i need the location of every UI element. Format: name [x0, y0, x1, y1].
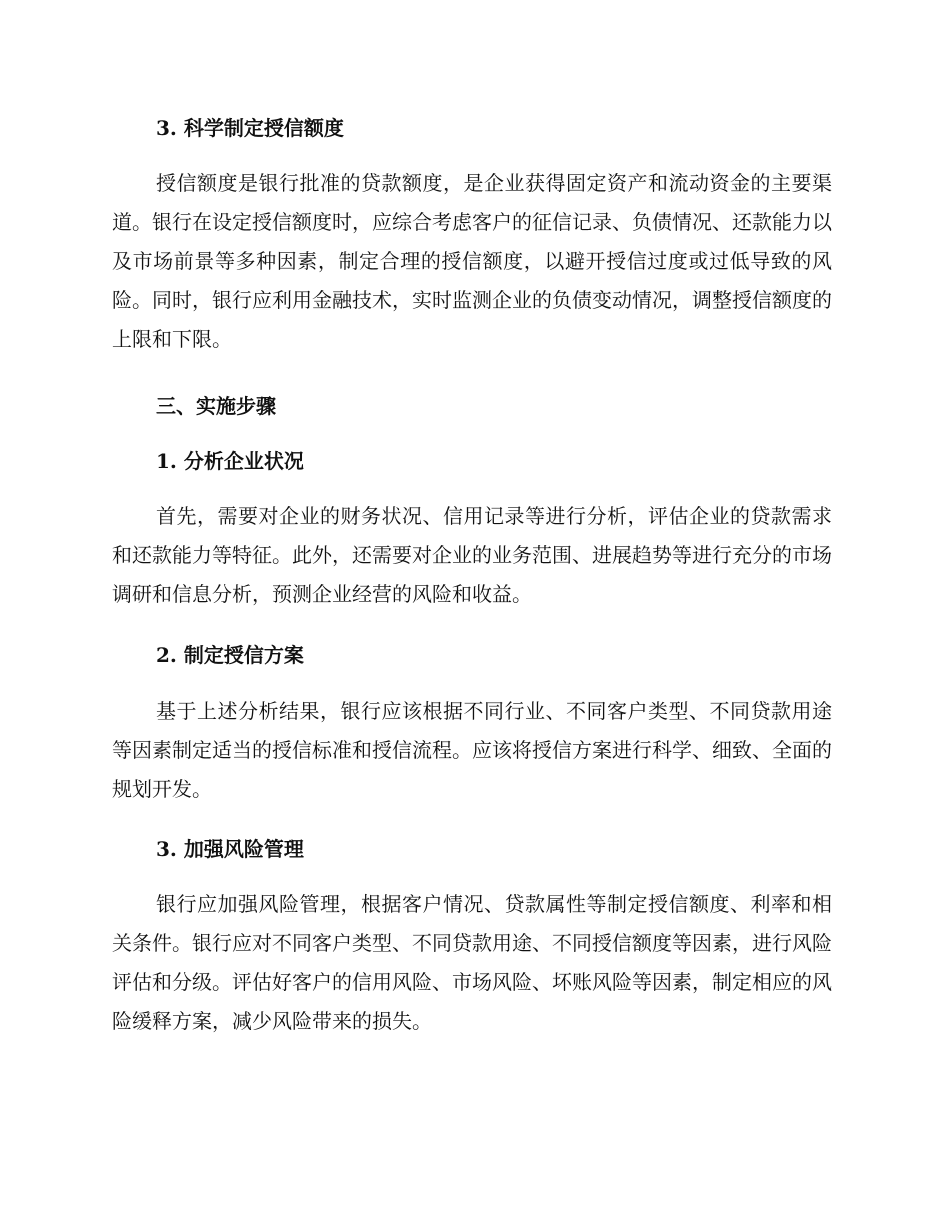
step-heading-analyze-enterprise: 1. 分析企业状况	[156, 449, 304, 473]
paragraph-credit-limit: 授信额度是银行批准的贷款额度，是企业获得固定资产和流动资金的主要渠道。银行在设定授信额度时，应综合考虑客户的征信记录、负债情况、还款能力以及市场前景等多种因素，制定合理的授信额度，以避开授信过度或过低导致的风险。同时，银行应利用金融技术，实时监测企业的负债变动情况，调整授信额度的上限和下限。	[112, 171, 832, 351]
step-heading-risk-management: 3. 加强风险管理	[156, 837, 304, 861]
chapter-heading-implementation-steps: 三、实施步骤	[156, 394, 276, 418]
paragraph-risk-management: 银行应加强风险管理，根据客户情况、贷款属性等制定授信额度、利率和相关条件。银行应对不同客户类型、不同贷款用途、不同授信额度等因素，进行风险评估和分级。评估好客户的信用风险、市场风险、坏账风险等因素，制定相应的风险缓释方案，减少风险带来的损失。	[112, 892, 832, 1033]
section-heading-credit-limit: 3. 科学制定授信额度	[156, 116, 344, 140]
paragraph-analyze-enterprise: 首先，需要对企业的财务状况、信用记录等进行分析，评估企业的贷款需求和还款能力等特征。此外，还需要对企业的业务范围、进展趋势等进行充分的市场调研和信息分析，预测企业经营的风险和收益。	[112, 504, 832, 606]
paragraph-credit-plan: 基于上述分析结果，银行应该根据不同行业、不同客户类型、不同贷款用途等因素制定适当的授信标准和授信流程。应该将授信方案进行科学、细致、全面的规划开发。	[112, 699, 832, 801]
step-heading-credit-plan: 2. 制定授信方案	[156, 643, 304, 667]
